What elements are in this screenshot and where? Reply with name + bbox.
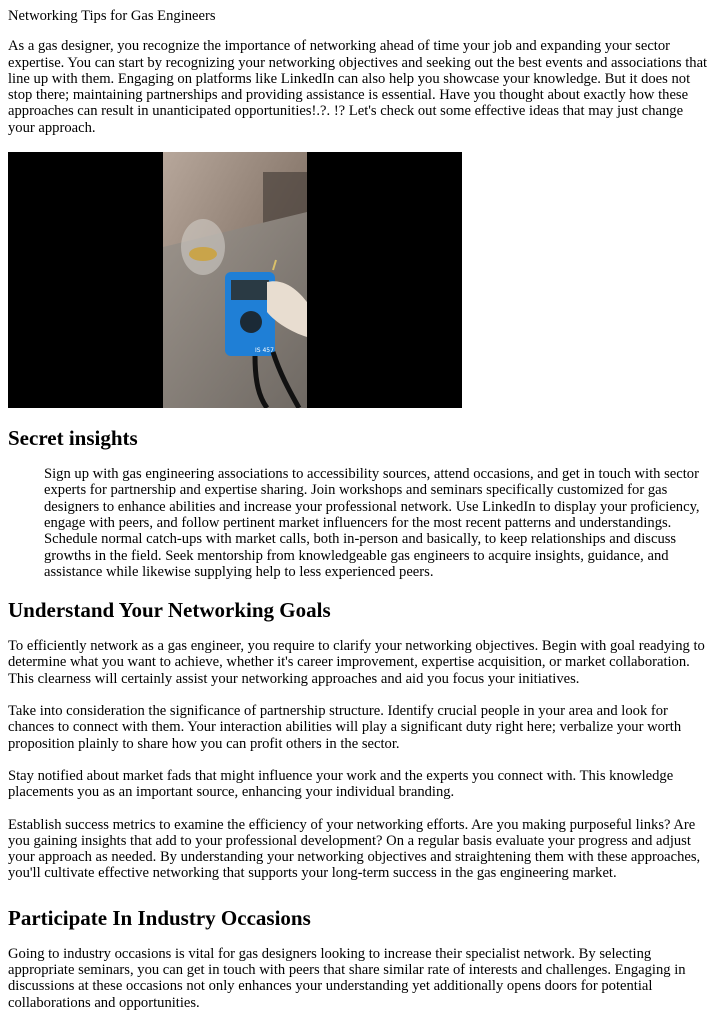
paragraph: Stay notified about market fads that might influence your work and the experts you connect with. This knowledge placements you as an important source, enhancing your individual branding. [8, 767, 674, 801]
gas-meter-photo [163, 152, 307, 408]
section-heading: Participate In Industry Occasions [8, 905, 311, 930]
video-player[interactable] [8, 152, 462, 408]
article [0, 8, 720, 1011]
video-frame [163, 152, 307, 408]
section-heading: Secret insights [8, 426, 138, 451]
section-heading: Understand Your Networking Goals [8, 598, 331, 623]
intro-paragraph: As a gas designer, you recognize the importance of networking ahead of time your job and expanding your sector expertise. You can start by recognizing your networking objectives and seeking out the best events and associations that line up with them. Engaging on platforms like LinkedIn can also help you showcase your knowledge. But it does not stop there; maintaining partnerships and providing assistance is essential. Have you thought about exactly how these approaches can result in unanticipated opportunities!.?. !? Let's check out some effective ideas that may just change your approach. [8, 38, 708, 136]
paragraph: Going to industry occasions is vital for gas designers looking to increase their specialist network. By selecting appropriate seminars, you can get in touch with peers that share similar rate of interests and challenges. Engaging in discussions at these occasions not only enhances your understanding yet additionally opens doors for potential collaborations and opportunities. [8, 945, 686, 1011]
page-title: Networking Tips for Gas Engineers [8, 8, 216, 24]
paragraph: Take into consideration the significance of partnership structure. Identify crucial people in your area and look for chances to connect with them. Your interaction abilities will play a significant duty right here; verbalize your worth proposition plainly to share how you can profit others in the sector. [8, 703, 682, 752]
meter-label: IS 457 [255, 347, 274, 355]
key-insights-quote: Sign up with gas engineering associations to accessibility sources, attend occasions, and get in touch with sector experts for partnership and expertise sharing. Join workshops and seminars specifically customized for gas designers to enhance abilities and increase your professional network. Use LinkedIn to display your proficiency, engage with peers, and follow pertinent market influencers for the most recent patterns and understandings. Schedule normal catch-ups with market calls, both in-person and basically, to keep relationships and discuss growths in the field. Seek mentorship from knowledgeable gas engineers to acquire insights, guidance, and assistance while likewise supplying help to less experienced peers. [44, 466, 700, 580]
paragraph: Establish success metrics to examine the efficiency of your networking efforts. Are you making purposeful links? Are you gaining insights that add to your professional development? On a regular basis evaluate your progress and adjust your approach as needed. By understanding your networking objectives and straightening them with these approaches, you'll cultivate effective networking that supports your long-term success in the gas engineering market. [8, 816, 701, 882]
paragraph: To efficiently network as a gas engineer, you require to clarify your networking objectives. Begin with goal readying to determine what you want to achieve, whether it's career improvement, expertise acquisition, or market collaboration. This clearness will certainly assist your networking approaches and aid you focus your initiatives. [8, 638, 705, 687]
